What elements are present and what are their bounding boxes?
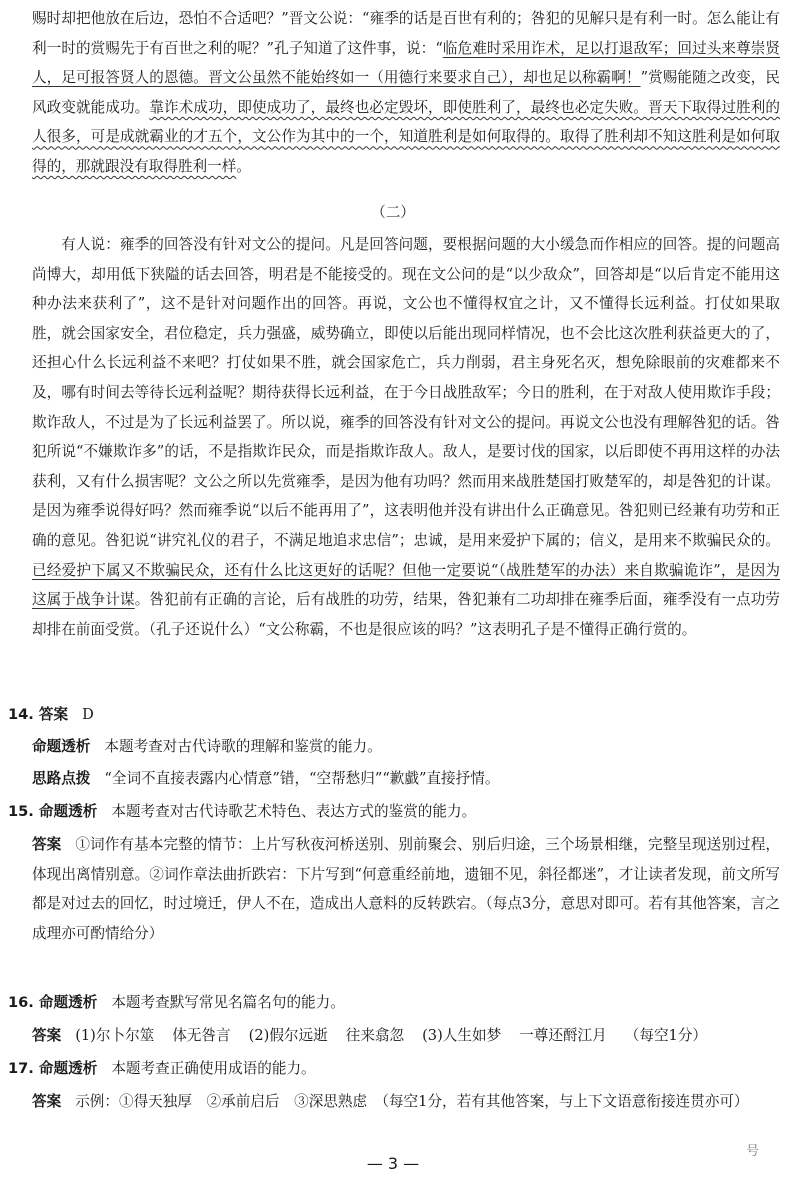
question-number-label: 15. 命题透析 <box>8 803 98 820</box>
question-number-label: 14. 答案 <box>8 706 69 723</box>
analysis-text: 本题考查对古代诗歌艺术特色、表达方式的鉴赏的能力。 <box>111 803 477 820</box>
answer-item: 往来翕忽 <box>345 1027 405 1044</box>
question-15-header <box>8 797 778 827</box>
underlined-text: 已经爱护下属又不欺骗民众，还有什么比这更好的话呢？但他一定要说“（战胜楚军的办法）来自欺骗诡诈”，是因为这属于战争计谋 <box>32 561 780 609</box>
section-heading: （二） <box>371 204 415 221</box>
passage-translation-part1 <box>32 4 780 182</box>
page-number: — 3 — <box>366 1154 420 1173</box>
question-17-header <box>8 1054 778 1084</box>
answer-label: 答案 <box>32 1093 62 1110</box>
question-14-hint <box>32 764 780 794</box>
analysis-text: 本题考查正确使用成语的能力。 <box>111 1060 316 1077</box>
text-run: 。 <box>236 157 251 175</box>
passage-analysis-part2 <box>32 230 780 644</box>
question-17-answer <box>32 1087 780 1117</box>
answer-text: 示例：①得天独厚 ②承前启后 ③深思熟虑 （每空1分，若有其他答案，与上下文语意衔接连贯亦可） <box>75 1093 749 1110</box>
answer-item: 一尊还酹江月 <box>519 1027 607 1044</box>
text-run: 赐时却把他放在后边，恐怕不合适吧？”晋文公说：“雍季的话是百世有利的；咎犯的见解只是有利一时。怎么能让有利一时的赏赐先于有百世之利的呢？”孔子知道了这件事，说：“ <box>32 10 780 57</box>
answer-item: (3)人生如梦 <box>422 1027 502 1044</box>
answer-label: 答案 <box>32 1027 62 1044</box>
hint-text: “全词不直接表露内心情意”错，“空帮愁归”“歉戱”直接抒情。 <box>104 770 500 787</box>
question-16-answer <box>32 1021 780 1051</box>
answer-item: (1)尔卜尔筮 <box>75 1027 155 1044</box>
question-number-label: 16. 命题透析 <box>8 994 98 1011</box>
question-14-analysis <box>32 732 780 762</box>
answer-text: ①词作有基本完整的情节：上片写秋夜河桥送别、别前聚会、别后归途，三个场景相继，完整呈现送别过程，体现出离情别意。②词作章法曲折跌宕：下片写到“何意重经前地，遗钿不见，斜径都迷”，才让读者发现，前文所写都是对过去的回忆，时过境迁，伊人不在，造成出人意料的反转跌宕。（每点3分，意思对即可。若有其他答案，言之成理亦可酌情给分） <box>32 836 780 942</box>
answer-item: (2)假尔远逝 <box>248 1027 328 1044</box>
hint-label: 思路点拨 <box>32 770 91 787</box>
corner-mark: 号 <box>746 1144 760 1159</box>
text-run: 有人说：雍季的回答没有针对文公的提问。凡是回答问题，要根据问题的大小缓急而作相应的回答。提的问题高尚博大，却用低下狭隘的话去回答，明君是不能接受的。现在文公问的是“以少敌众”，回答却是“以后肯定不能用这种办法来获利了”，这不是针对问题作出的回答。再说，文公也不懂得权宜之计，又不懂得长远利益。打仗如果取胜，就会国家安全，君位稳定，兵力强盛，威势确立，即使以后能出现同样情况，也不会比这次胜利获益更大的了，还担心什么长远利益不来吧？打仗如果不胜，就会国家危亡，兵力削弱，君主身死名灭，想免除眼前的灾难都来不及，哪有时间去等待长远利益呢？期待获得长远利益，在于今日战胜敌军；今日的胜利，在于对敌人使用欺诈手段；欺诈敌人，不过是为了长远利益罢了。所以说，雍季的回答没有针对文公的提问。再说文公也没有理解咎犯的话。咎犯所说“不嫌欺诈多”的话，不是指欺诈民众，而是指欺诈敌人。敌人，是要讨伐的国家，以后即使不再用这样的办法获利，又有什么损害呢？文公之所以先赏雍季，是因为他有功吗？然而用来战胜楚国打败楚军的，却是咎犯的计谋。是因为雍季说得好吗？然而雍季说“以后不能再用了”，这表明他并没有讲出什么正确意见。咎犯则已经兼有功劳和正确的意见。咎犯说“讲究礼仪的君子，不满足地追求忠信”；忠诚，是用来爱护下属的；信义，是用来不欺骗民众的。 <box>32 236 780 549</box>
question-number-label: 17. 命题透析 <box>8 1060 98 1077</box>
analysis-text: 本题考查对古代诗歌的理解和鉴赏的能力。 <box>104 738 382 755</box>
analysis-label: 命题透析 <box>32 738 91 755</box>
text-run: 。咎犯前有正确的言论，后有战胜的功劳，结果，咎犯兼有二功却排在雍季后面，雍季没有一点功劳却排在前面受赏。（孔子还说什么）“文公称霸，不也是很应该的吗？”这表明孔子是不懂得正确行赏的。 <box>32 591 780 638</box>
question-14-answer <box>8 700 778 730</box>
question-16-header <box>8 988 778 1018</box>
text-run: ”赏赐能随之改变，民风政变就能成功。 <box>32 69 780 116</box>
answer-label: 答案 <box>32 836 62 853</box>
answer-item: 体无咎言 <box>172 1027 231 1044</box>
wavy-underlined-text: 靠诈术成功，即使成功了，最终也必定毁坏，即使胜利了，最终也必定失败。晋天下取得过胜利的人很多，可是成就霸业的才五个，文公作为其中的一个，知道胜利是如何取得的。取得了胜利却不知这胜利是如何取得的，那就跟没有取得胜利一样 <box>32 98 780 175</box>
answer-value: D <box>82 706 94 723</box>
analysis-text: 本题考查默写常见名篇名句的能力。 <box>111 994 345 1011</box>
question-15-answer <box>32 830 780 948</box>
underlined-text: 临危难时采用诈术，足以打退敌军；回过头来尊崇贤人，足可报答贤人的恩德。晋文公虽然不能始终如一（用德行来要求自己），却也足以称霸啊！ <box>32 39 780 87</box>
score-note: （每空1分） <box>624 1027 708 1044</box>
